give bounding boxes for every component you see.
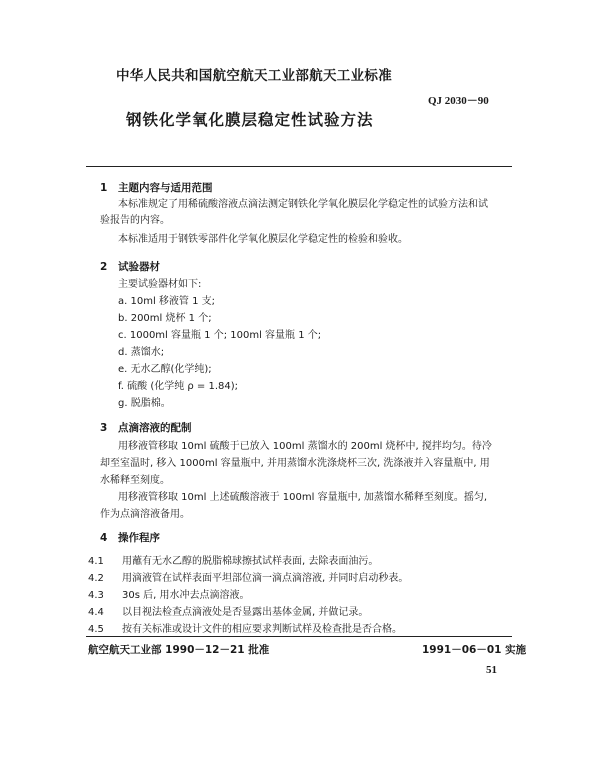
- list-item: e. 无水乙醇(化学纯);: [118, 364, 212, 375]
- procedure-step: [88, 603, 368, 618]
- procedure-step: [88, 569, 408, 584]
- section-number: 4: [100, 532, 108, 544]
- step-number: 4.1: [88, 556, 104, 567]
- issuing-organization: 中华人民共和国航空航天工业部航天工业标准: [116, 68, 392, 84]
- effective-date: 1991－06－01 实施: [422, 644, 527, 656]
- standard-code: QJ 2030－90: [428, 95, 489, 107]
- section-number: 2: [100, 261, 108, 273]
- section-3-heading: [100, 420, 192, 435]
- page-number: 51: [486, 664, 497, 676]
- list-item: b. 200ml 烧杯 1 个;: [118, 313, 212, 324]
- step-number: 4.3: [88, 590, 104, 601]
- s3-paragraph-1-line-2: 却至室温时, 移入 1000ml 容量瓶中, 并用蒸馏水洗涤烧杯三次, 洗涤液并入容量瓶中, 用: [100, 458, 490, 469]
- s1-paragraph-1-line-1: 本标准规定了用稀硫酸溶液点滴法测定钢铁化学氧化膜层化学稳定性的试验方法和试: [118, 199, 488, 210]
- procedure-step: [88, 586, 249, 601]
- step-number: 4.4: [88, 607, 104, 618]
- step-text: 按有关标准或设计文件的相应要求判断试样及检查批是否合格。: [122, 624, 402, 635]
- document-title: 钢铁化学氧化膜层稳定性试验方法: [126, 111, 374, 129]
- section-title: 试验器材: [118, 261, 160, 273]
- section-title: 操作程序: [118, 532, 160, 544]
- procedure-step: [88, 620, 402, 635]
- header-divider: [86, 166, 512, 167]
- section-4-heading: [100, 530, 160, 545]
- step-text: 用蘸有无水乙醇的脱脂棉球擦拭试样表面, 去除表面油污。: [122, 556, 379, 567]
- s3-paragraph-2-line-2: 作为点滴溶液备用。: [100, 509, 190, 520]
- s1-paragraph-2: 本标准适用于钢铁零部件化学氧化膜层化学稳定性的检验和验收。: [118, 234, 408, 245]
- list-item: g. 脱脂棉。: [118, 398, 171, 409]
- section-2-heading: [100, 259, 160, 274]
- footer-divider: [86, 636, 512, 637]
- list-item: c. 1000ml 容量瓶 1 个; 100ml 容量瓶 1 个;: [118, 330, 322, 341]
- list-item: a. 10ml 移液管 1 支;: [118, 296, 215, 307]
- list-item: d. 蒸馏水;: [118, 347, 165, 358]
- approval-date: 航空航天工业部 1990－12－21 批准: [88, 644, 270, 656]
- section-title: 主题内容与适用范围: [118, 182, 213, 194]
- list-item: f. 硫酸 (化学纯 ρ = 1.84);: [118, 381, 239, 392]
- step-number: 4.5: [88, 624, 104, 635]
- section-title: 点滴溶液的配制: [118, 422, 192, 434]
- s3-paragraph-1-line-1: 用移液管移取 10ml 硫酸于已放入 100ml 蒸馏水的 200ml 烧杯中, 搅拌均匀。待冷: [118, 441, 492, 452]
- step-text: 以目视法检查点滴液处是否显露出基体金属, 并做记录。: [122, 607, 369, 618]
- step-text: 30s 后, 用水冲去点滴溶液。: [122, 590, 250, 601]
- step-text: 用滴液管在试样表面平坦部位滴一滴点滴溶液, 并同时启动秒表。: [122, 573, 409, 584]
- section-number: 3: [100, 422, 108, 434]
- s1-paragraph-1-line-2: 验报告的内容。: [100, 215, 170, 226]
- s3-paragraph-2-line-1: 用移液管移取 10ml 上述硫酸溶液于 100ml 容量瓶中, 加蒸馏水稀释至刻度。摇匀,: [118, 492, 488, 503]
- procedure-step: [88, 552, 378, 567]
- section-number: 1: [100, 182, 108, 194]
- section-1-heading: [100, 180, 213, 195]
- s2-intro: 主要试验器材如下:: [118, 279, 202, 290]
- step-number: 4.2: [88, 573, 104, 584]
- s3-paragraph-1-line-3: 水稀释至刻度。: [100, 475, 170, 486]
